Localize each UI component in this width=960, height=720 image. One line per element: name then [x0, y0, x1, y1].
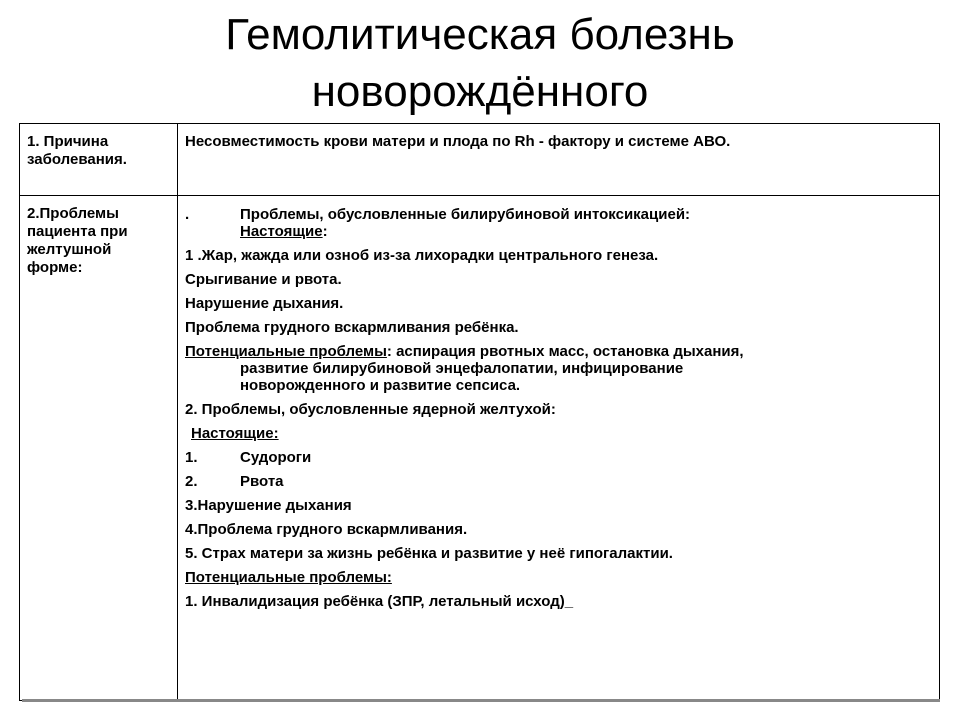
title-line-1: Гемолитическая болезнь	[225, 10, 735, 59]
s2-item-2-num: 2.	[185, 473, 198, 490]
section2-title: 2. Проблемы, обусловленные ядерной желтухой:	[185, 401, 556, 418]
s2-item-5: 5. Страх матери за жизнь ребёнка и развитие у неё гипогалактии.	[185, 545, 673, 562]
potential-text-1: : аспирация рвотных масс, остановка дыхания,	[386, 343, 744, 360]
s2-potential-item-text: 1. Инвалидизация ребёнка (ЗПР, летальный исход)	[185, 593, 565, 610]
s2-potential-label: Потенциальные проблемы:	[185, 569, 392, 586]
problems-label-cell	[20, 196, 178, 701]
problems-label: 2.Проблемы пациента при желтушной форме:	[27, 205, 128, 276]
problem-item-4: Проблема грудного вскармливания ребёнка.	[185, 319, 519, 336]
s2-item-4: 4.Проблема грудного вскармливания.	[185, 521, 468, 538]
s2-potential-trail: _	[564, 593, 574, 610]
potential-label: Потенциальные проблемы	[185, 343, 387, 360]
section1-bullet: .	[185, 206, 190, 223]
problems-content-cell	[178, 196, 940, 701]
problem-item-2: Срыгивание и рвота.	[185, 271, 342, 288]
title-line-2: новорождённого	[311, 67, 649, 116]
info-table	[19, 123, 940, 701]
section1-heading	[185, 206, 931, 223]
cause-content-cell	[178, 124, 940, 196]
potential-text-3: новорожденного и развитие сепсиса.	[240, 377, 521, 394]
cause-label: 1. Причина заболевания.	[27, 133, 127, 168]
s2-potential	[185, 569, 931, 586]
s2-potential-item	[185, 593, 931, 610]
section1-current-colon: :	[322, 223, 328, 240]
section2-current-label: Настоящие:	[191, 425, 279, 442]
s2-item-2-text: Рвота	[240, 473, 284, 490]
s2-item-3: 3.Нарушение дыхания	[185, 497, 352, 514]
section1-title: Проблемы, обусловленные билирубиновой интоксикацией:	[240, 206, 691, 223]
cause-content: Несовместимость крови матери и плода по Rh - фактору и системе АВО.	[185, 133, 731, 150]
s2-item-2	[185, 473, 931, 490]
s2-item-1	[185, 449, 931, 466]
s2-item-1-text: Судороги	[240, 449, 312, 466]
cause-label-cell	[20, 124, 178, 196]
problem-item-1: 1 .Жар, жажда или озноб из-за лихорадки центрального генеза.	[185, 247, 659, 264]
slide-title	[0, 6, 960, 120]
section1-current	[185, 223, 931, 240]
potential-text-2: развитие билирубиновой энцефалопатии, инфицирование	[240, 360, 684, 377]
section2-current	[185, 425, 931, 442]
table-shadow-bottom	[22, 699, 940, 702]
problem-item-3: Нарушение дыхания.	[185, 295, 344, 312]
table-row-problems	[20, 196, 940, 701]
potential-line-1	[185, 343, 931, 360]
section1-current-label: Настоящие	[240, 223, 323, 240]
s2-item-1-num: 1.	[185, 449, 198, 466]
table-row-cause	[20, 124, 940, 196]
